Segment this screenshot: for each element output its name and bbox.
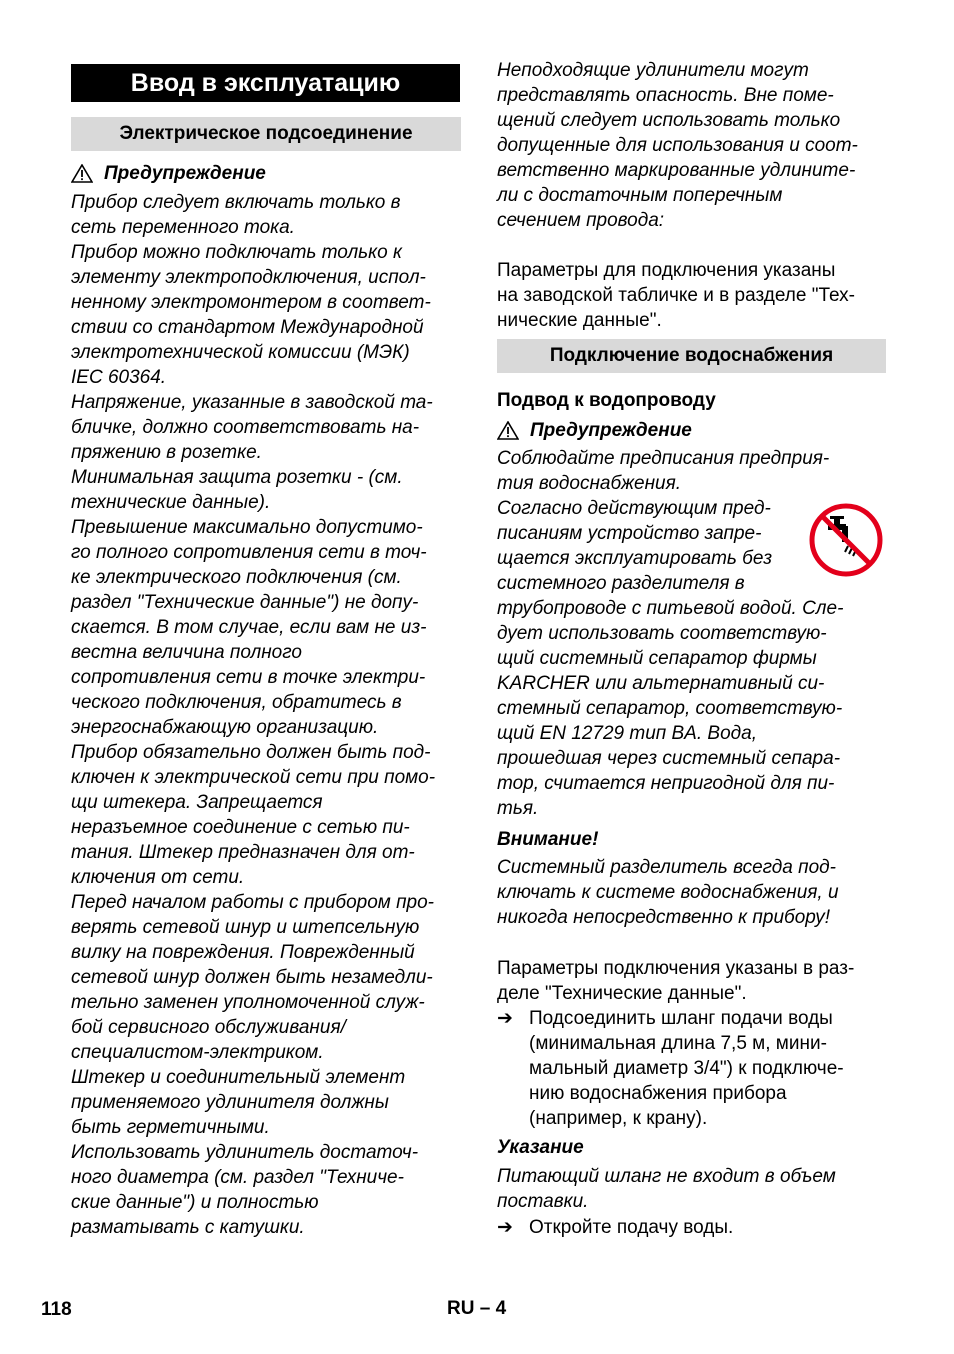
text-line: деле "Технические данные". bbox=[497, 983, 747, 1004]
text-line: ские данные") и полностью bbox=[71, 1192, 319, 1213]
text-line: (например, к крану). bbox=[529, 1108, 708, 1129]
text-line: щи штекера. Запрещается bbox=[71, 792, 323, 813]
text-line: Системный разделитель всегда под- bbox=[497, 857, 837, 878]
text-line: ключать к системе водоснабжения, и bbox=[497, 882, 839, 903]
text-line: элементу электроподключения, испол- bbox=[71, 267, 426, 288]
attention-label: Внимание! bbox=[497, 829, 599, 850]
warning-label: Предупреждение bbox=[104, 163, 266, 184]
text-line: верять сетевой шнур и штепсельную bbox=[71, 917, 420, 938]
text-line: щий EN 12729 тип BA. Вода, bbox=[497, 723, 757, 744]
section-title-electrical: Электрическое подсоединение bbox=[71, 117, 461, 151]
text-line: вилку на повреждения. Поврежденный bbox=[71, 942, 415, 963]
text-line: Неподходящие удлинители могут bbox=[497, 60, 809, 81]
text-line: неразъемное соединение с сетью пи- bbox=[71, 817, 410, 838]
text-line: допущенные для использования и соот- bbox=[497, 135, 858, 156]
text-line: системного разделителя в bbox=[497, 573, 745, 594]
text-line: ке электрического подключения (см. bbox=[71, 567, 402, 588]
step-arrow-icon: ➔ bbox=[497, 1008, 513, 1029]
text-line: раздел "Технические данные") не допу- bbox=[71, 592, 419, 613]
warning-triangle-icon bbox=[71, 164, 93, 183]
text-line: Параметры для подключения указаны bbox=[497, 260, 836, 281]
text-line: быть герметичными. bbox=[71, 1117, 270, 1138]
text-line: поставки. bbox=[497, 1191, 589, 1212]
text-line: никогда непосредственно к прибору! bbox=[497, 907, 830, 928]
text-line: Питающий шланг не входит в объем bbox=[497, 1166, 836, 1187]
text-line: мальный диаметр 3/4") к подключе- bbox=[529, 1058, 844, 1079]
text-line: специалистом-электриком. bbox=[71, 1042, 324, 1063]
text-line: энергоснабжающую организацию. bbox=[71, 717, 379, 738]
text-line: Прибор следует включать только в bbox=[71, 192, 401, 213]
step-arrow-icon: ➔ bbox=[497, 1217, 513, 1238]
text-line: KARCHER или альтернативный си- bbox=[497, 673, 825, 694]
note-label: Указание bbox=[497, 1137, 584, 1158]
text-line: ческого подключения, обратитесь в bbox=[71, 692, 402, 713]
no-drinking-water-connection-icon bbox=[808, 502, 884, 578]
text-line: сетевой шнур должен быть незамедли- bbox=[71, 967, 433, 988]
text-line: Прибор можно подключать только к bbox=[71, 242, 402, 263]
text-line: тия водоснабжения. bbox=[497, 473, 682, 494]
text-line: ствии со стандартом Международной bbox=[71, 317, 424, 338]
text-line: применяемого удлинителя должны bbox=[71, 1092, 389, 1113]
warning-triangle-icon bbox=[497, 421, 519, 440]
text-line: Прибор обязательно должен быть под- bbox=[71, 742, 431, 763]
text-line: Соблюдайте предписания предприя- bbox=[497, 448, 830, 469]
text-line: сопротивления сети в точке электри- bbox=[71, 667, 426, 688]
text-line: ного диаметра (см. раздел "Техниче- bbox=[71, 1167, 404, 1188]
text-line: тор, считается непригодной для пи- bbox=[497, 773, 835, 794]
text-line: тания. Штекер предназначен для от- bbox=[71, 842, 415, 863]
text-line: го полного сопротивления сети в точ- bbox=[71, 542, 427, 563]
text-line: стемный сепаратор, соответствую- bbox=[497, 698, 843, 719]
text-line: сечением провода: bbox=[497, 210, 665, 231]
text-line: тья. bbox=[497, 798, 539, 819]
text-line: технические данные). bbox=[71, 492, 271, 513]
warning-electrical bbox=[71, 161, 461, 186]
text-line: на заводской табличке и в разделе "Тех- bbox=[497, 285, 855, 306]
text-line: нические данные". bbox=[497, 310, 662, 331]
text-line: (минимальная длина 7,5 м, мини- bbox=[529, 1033, 827, 1054]
text-line: Минимальная защита розетки - (см. bbox=[71, 467, 403, 488]
text-line: Штекер и соединительный элемент bbox=[71, 1067, 406, 1088]
step-open-water: Откройте подачу воды. bbox=[529, 1217, 734, 1238]
text-line: Превышение максимально допустимо- bbox=[71, 517, 423, 538]
text-line: Подсоединить шланг подачи воды bbox=[529, 1008, 833, 1029]
text-line: бличке, должно соответствовать на- bbox=[71, 417, 420, 438]
text-line: ли с достаточным поперечным bbox=[497, 185, 783, 206]
text-line: пряжению в розетке. bbox=[71, 442, 262, 463]
text-line: Параметры подключения указаны в раз- bbox=[497, 958, 855, 979]
text-line: Перед началом работы с прибором про- bbox=[71, 892, 435, 913]
text-line: разматывать с катушки. bbox=[71, 1217, 305, 1238]
text-line: дует использовать соответствую- bbox=[497, 623, 827, 644]
text-line: скается. В том случае, если вам не из- bbox=[71, 617, 427, 638]
text-line: ключения от сети. bbox=[71, 867, 245, 888]
text-line: электротехнической комиссии (МЭК) bbox=[71, 342, 410, 363]
section-title-water: Подключение водоснабжения bbox=[497, 339, 886, 373]
text-line: трубопроводе с питьевой водой. Сле- bbox=[497, 598, 844, 619]
text-line: Использовать удлинитель достаточ- bbox=[71, 1142, 419, 1163]
text-line: прошедшая через системный сепара- bbox=[497, 748, 841, 769]
text-line: бой сервисного обслуживания/ bbox=[71, 1017, 346, 1038]
language-page-indicator: RU – 4 bbox=[447, 1298, 507, 1319]
text-line: нию водоснабжения прибора bbox=[529, 1083, 787, 1104]
text-line: Согласно действующим пред- bbox=[497, 498, 771, 519]
text-line: ненному электромонтером в соответ- bbox=[71, 292, 431, 313]
text-line: Напряжение, указанные в заводской та- bbox=[71, 392, 433, 413]
text-line: сеть переменного тока. bbox=[71, 217, 295, 238]
text-line: представлять опасность. Вне поме- bbox=[497, 85, 834, 106]
text-line: щений следует использовать только bbox=[497, 110, 841, 131]
text-line: щий системный сепаратор фирмы bbox=[497, 648, 817, 669]
warning-label: Предупреждение bbox=[530, 420, 692, 441]
main-title: Ввод в эксплуатацию bbox=[71, 64, 460, 102]
warning-water bbox=[497, 418, 886, 443]
text-line: тельно заменен уполномоченной служ- bbox=[71, 992, 425, 1013]
text-line: IEC 60364. bbox=[71, 367, 167, 388]
text-line: щается эксплуатировать без bbox=[497, 548, 773, 569]
text-line: вестна величина полного bbox=[71, 642, 302, 663]
text-line: ключен к электрической сети при помо- bbox=[71, 767, 436, 788]
text-line: ветственно маркированные удлините- bbox=[497, 160, 856, 181]
text-line: писаниям устройство запре- bbox=[497, 523, 762, 544]
page-number: 118 bbox=[41, 1299, 72, 1320]
subheading-water-supply: Подвод к водопроводу bbox=[497, 390, 716, 411]
